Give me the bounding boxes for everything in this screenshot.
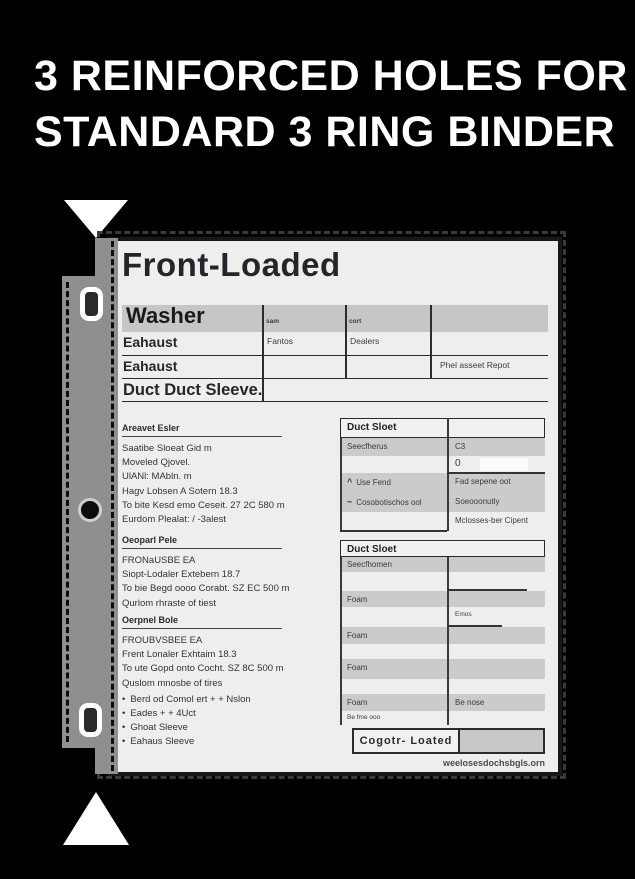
section-3 [122,615,298,691]
cell-value: Fad sepene oot [455,477,511,486]
section-2-line: Qurlom rhraste of tiest [122,597,216,609]
panel-left-border [340,557,342,725]
section-1 [122,423,298,527]
footer-label-box [352,728,545,754]
section-3-heading: Oerpnel Bole [122,615,282,629]
cell-label: Be fme ooo [347,714,381,721]
table-divider-2 [345,305,347,379]
bullet-item: • Ghoat Sleeve [122,722,188,733]
caret-check-icon: ^ [347,477,353,487]
spec-col3-header: cort [349,318,362,325]
spec-row3-cell4: Phel asseet Repot [440,360,510,370]
document-sheet [108,237,562,776]
bullet-item: • Eades + + 4Uct [122,708,196,719]
headline-line-2: STANDARD 3 RING BINDER [34,108,616,156]
duct-table-2-row [340,557,545,572]
duct-table-2 [340,540,545,725]
bullet-icon: • [122,708,126,719]
spec-row-4 [122,379,548,402]
panel-underline [447,589,527,591]
spec-row1-label: Washer [126,303,205,328]
cell-value: C3 [455,442,466,451]
cell-value: Be nose [455,698,485,707]
spec-row2-label: Eahaust [123,334,178,350]
spec-table [122,305,548,402]
website-text: weelosesdochsbgls.orn [442,758,545,768]
section-2-line: To bie Begd oooo Corabt. SZ EC 500 m [122,583,290,595]
panel-divider [447,418,449,531]
binding-strip-bottom [95,746,118,774]
cell-label: Foam [347,663,368,672]
panel-underline [447,625,502,627]
spec-row4-label: Duct Duct Sleeve. [123,381,263,399]
spec-row3-label: Eahaust [123,358,178,374]
stitch-line-right [111,241,114,771]
cell-label: Foam [347,631,368,640]
bullet-item: • Eahaus Sleeve [122,736,195,747]
spec-row2-cell3: Dealers [350,336,380,346]
stitch-line-left [66,282,69,742]
cell-value: 0 [455,458,461,469]
duct-table-2-row [340,694,545,711]
spec-row-3 [122,356,548,379]
duct-table-2-row [340,659,545,679]
table-divider-1 [262,305,264,402]
duct-table-1-row [340,456,545,473]
duct-table-1 [340,418,545,531]
duct-table-2-row [340,627,545,644]
panel-underline [447,472,545,474]
panel-underline [340,530,447,532]
cell-label: Foam [347,595,368,604]
duct-table-1-row [340,438,545,456]
cell-value: Emos [455,611,472,618]
section-2 [122,535,298,611]
binder-hole-top [80,287,103,321]
section-1-line: Moveled Qjovel. [122,457,191,469]
section-1-line: Saatibe Sloeat Gid m [122,443,212,454]
footer-box-label: Cogotr- Loated [354,730,458,752]
section-3-line: FROUBVSBEE EA [122,635,203,646]
spec-row-2 [122,332,548,356]
bullet-list [122,693,251,749]
bullet-icon: • [122,722,126,733]
duct-table-1-header: Duct Sloet [340,418,545,438]
headline-line-1: 3 REINFORCED HOLES FOR [34,52,628,100]
arrow-up-icon [63,792,129,845]
duct-table-2-row [340,607,545,627]
duct-table-2-row [340,591,545,607]
spec-table-header-bar [122,305,548,332]
duct-table-2-header: Duct Sloet [340,540,545,557]
panel-divider [447,557,449,725]
section-3-line: Quslom mnosbe of tires [122,677,223,689]
doc-title: Front-Loaded [122,246,341,283]
section-2-line: FRONaUSBE EA [122,555,196,566]
bullet-icon: • [122,694,126,705]
binder-hole-bottom [79,703,102,737]
duct-table-1-row [340,493,545,512]
curve-check-icon: ~ [347,497,353,507]
section-1-line: UlANl: MAbln. m [122,471,192,483]
duct-table-1-row [340,473,545,493]
spec-row2-cell2: Fantos [267,336,293,346]
duct-table-2-row [340,711,545,725]
duct-table-1-row [340,512,545,531]
bullet-icon: • [122,736,126,747]
cell-value: Mclosses-ber Cipent [455,516,528,525]
footer-box-fill [458,730,543,752]
binding-strip-top [95,238,118,278]
bullet-item: • Berd od Comol ert + + Nslon [122,694,251,705]
cell-label: ~ Cosobotischos ool [347,497,422,507]
section-2-heading: Oeoparl Pele [122,535,282,549]
cell-label: Seecfhomen [347,560,392,569]
duct-table-2-row [340,679,545,694]
binder-hole-middle [78,498,102,522]
cell-value: Soeooonutly [455,497,500,506]
duct-table-2-row [340,644,545,659]
section-1-line: To bite Kesd emo Ceseit. 27 2C 580 m [122,499,285,511]
section-1-heading: Areavet Esler [122,423,282,437]
spec-col2-header: sam [266,318,280,325]
section-1-line: Eurdom Plealat: / -3alest [122,514,227,526]
input-field [480,458,528,471]
cell-label: ^ Use Fend [347,477,391,487]
cell-label: Foam [347,698,368,707]
section-2-line: Siopt-Lodaler Extebern 18.7 [122,569,241,581]
table-divider-3 [430,305,432,379]
section-3-line: Frent Lonaler Exhtaim 18.3 [122,649,237,661]
cell-label: Seecfherus [347,442,388,451]
section-3-line: To ute Gopd onto Cocht. SZ 8C 500 m [122,663,284,675]
panel-left-border [340,438,342,531]
section-1-line: Hagv Lobsen A Sotern 18.3 [122,485,238,497]
headline [34,48,628,160]
